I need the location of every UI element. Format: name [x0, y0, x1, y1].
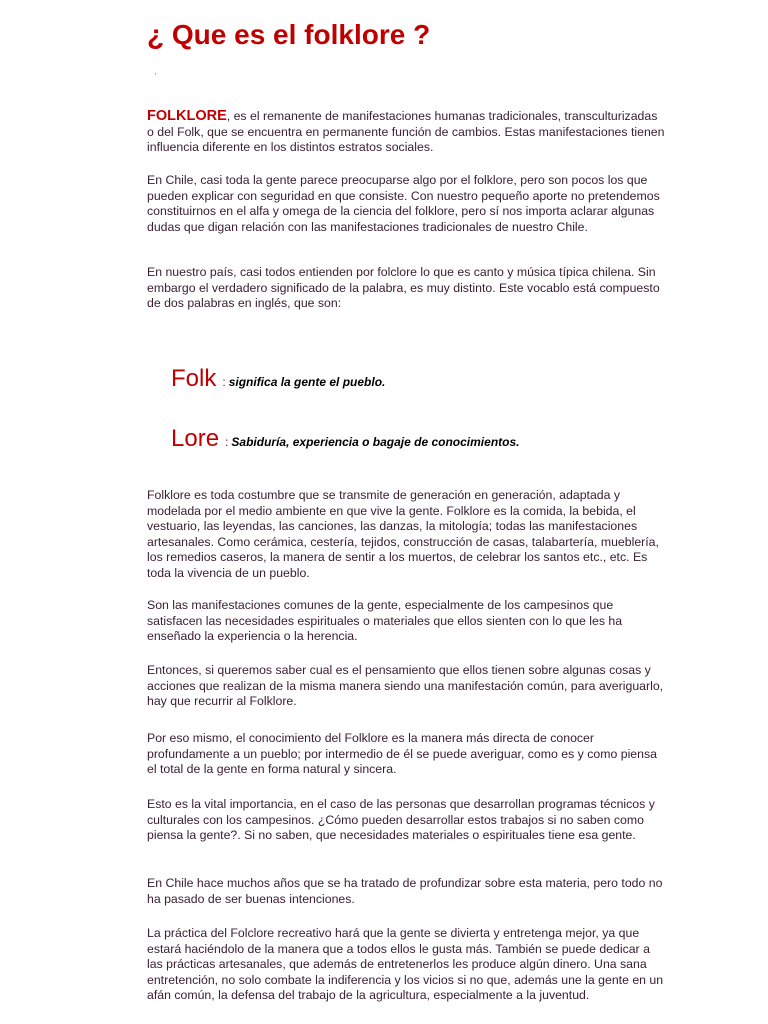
term-lore: [171, 425, 519, 453]
term-folk-definition: significa la gente el pueblo.: [228, 375, 386, 389]
page-title: ¿ Que es el folklore ?: [147, 19, 431, 50]
paragraph-importancia: Esto es la vital importancia, en el caso de las personas que desarrollan programas técnicos y culturales con los campesinos. ¿Cómo pueden desarrollar estos trabajos si no saben como piensa la gente?. Si no saben, que necesidades materiales o espirituales tiene esa gente.: [147, 797, 655, 843]
paragraph-practica: La práctica del Folclore recreativo hará que la gente se divierta y entretenga mejor, ya que estará haciéndolo de la manera que a todos ellos le gusta más. También se puede dedicar a las prácticas artesanales, que además de entretenerlos les produce algún dinero. Una sana entretención, no solo combate la indiferencia y los vicios si no que, además une la gente en un afán común, la defensa del trabajo de la agricultura, especialmente a la juventud.: [147, 926, 664, 1003]
stray-mark: [155, 73, 156, 75]
paragraph-manifestaciones: Son las manifestaciones comunes de la gente, especialmente de los campesinos que satisfacen las necesidades espirituales o materiales que ellos sienten con lo que les ha enseñado la experiencia o la herencia.: [147, 598, 623, 644]
intro-paragraph: [147, 109, 667, 156]
term-folk-colon: :: [222, 375, 226, 389]
intro-lead-word: FOLKLORE: [147, 108, 227, 124]
term-lore-definition: Sabiduría, experiencia o bagaje de conocimientos.: [231, 435, 520, 449]
term-folk: [171, 365, 385, 393]
paragraph-chile: En Chile, casi toda la gente parece preocuparse algo por el folklore, pero son pocos los que pueden explicar con seguridad en que consiste. Con nuestro pequeño aporte no pretendemos constituirnos en el alfa y omega de la ciencia del folklore, pero sí nos importa aclarar algunas dudas que digan relación con las manifestaciones tradicionales de nuestro Chile.: [147, 173, 660, 234]
paragraph-vocablo: En nuestro país, casi todos entienden por folclore lo que es canto y música típica chilena. Sin embargo el verdadero significado de la palabra, es muy distinto. Este vocablo está compuesto de dos palabras en inglés, que son:: [147, 265, 660, 311]
paragraph-entonces: Entonces, si queremos saber cual es el pensamiento que ellos tienen sobre algunas cosas y acciones que realizan de la misma manera siendo una manifestación común, para averiguarlo, hay que recurrir al Folklore.: [147, 663, 664, 709]
paragraph-por-eso: Por eso mismo, el conocimiento del Folklore es la manera más directa de conocer profundamente a un pueblo; por intermedio de él se puede averiguar, como es y como piensa el total de la gente en forma natural y sincera.: [147, 731, 657, 777]
paragraph-intenciones: En Chile hace muchos años que se ha tratado de profundizar sobre esta materia, pero todo no ha pasado de ser buenas intenciones.: [147, 876, 663, 906]
term-folk-word: Folk: [171, 365, 217, 392]
paragraph-definition: Folklore es toda costumbre que se transmite de generación en generación, adaptada y modelada por el medio ambiente en que vive la gente. Folklore es la comida, la bebida, el vestuario, las leyendas, las canciones, las danzas, la mitología; todas las manifestaciones artesanales. Como cerámica, cestería, tejidos, construcción de casas, talabartería, mueblería, los remedios caseros, la manera de sentir a los muertos, de celebrar los santos etc., etc. Es toda la vivencia de un pueblo.: [147, 488, 659, 580]
term-lore-word: Lore: [171, 425, 220, 452]
term-lore-colon: :: [225, 435, 229, 449]
intro-text: , es el remanente de manifestaciones humanas tradicionales, transculturizadas o del Folk, que se encuentra en permanente función de cambios. Estas manifestaciones tienen influencia diferente en los distintos estratos sociales.: [147, 109, 665, 155]
